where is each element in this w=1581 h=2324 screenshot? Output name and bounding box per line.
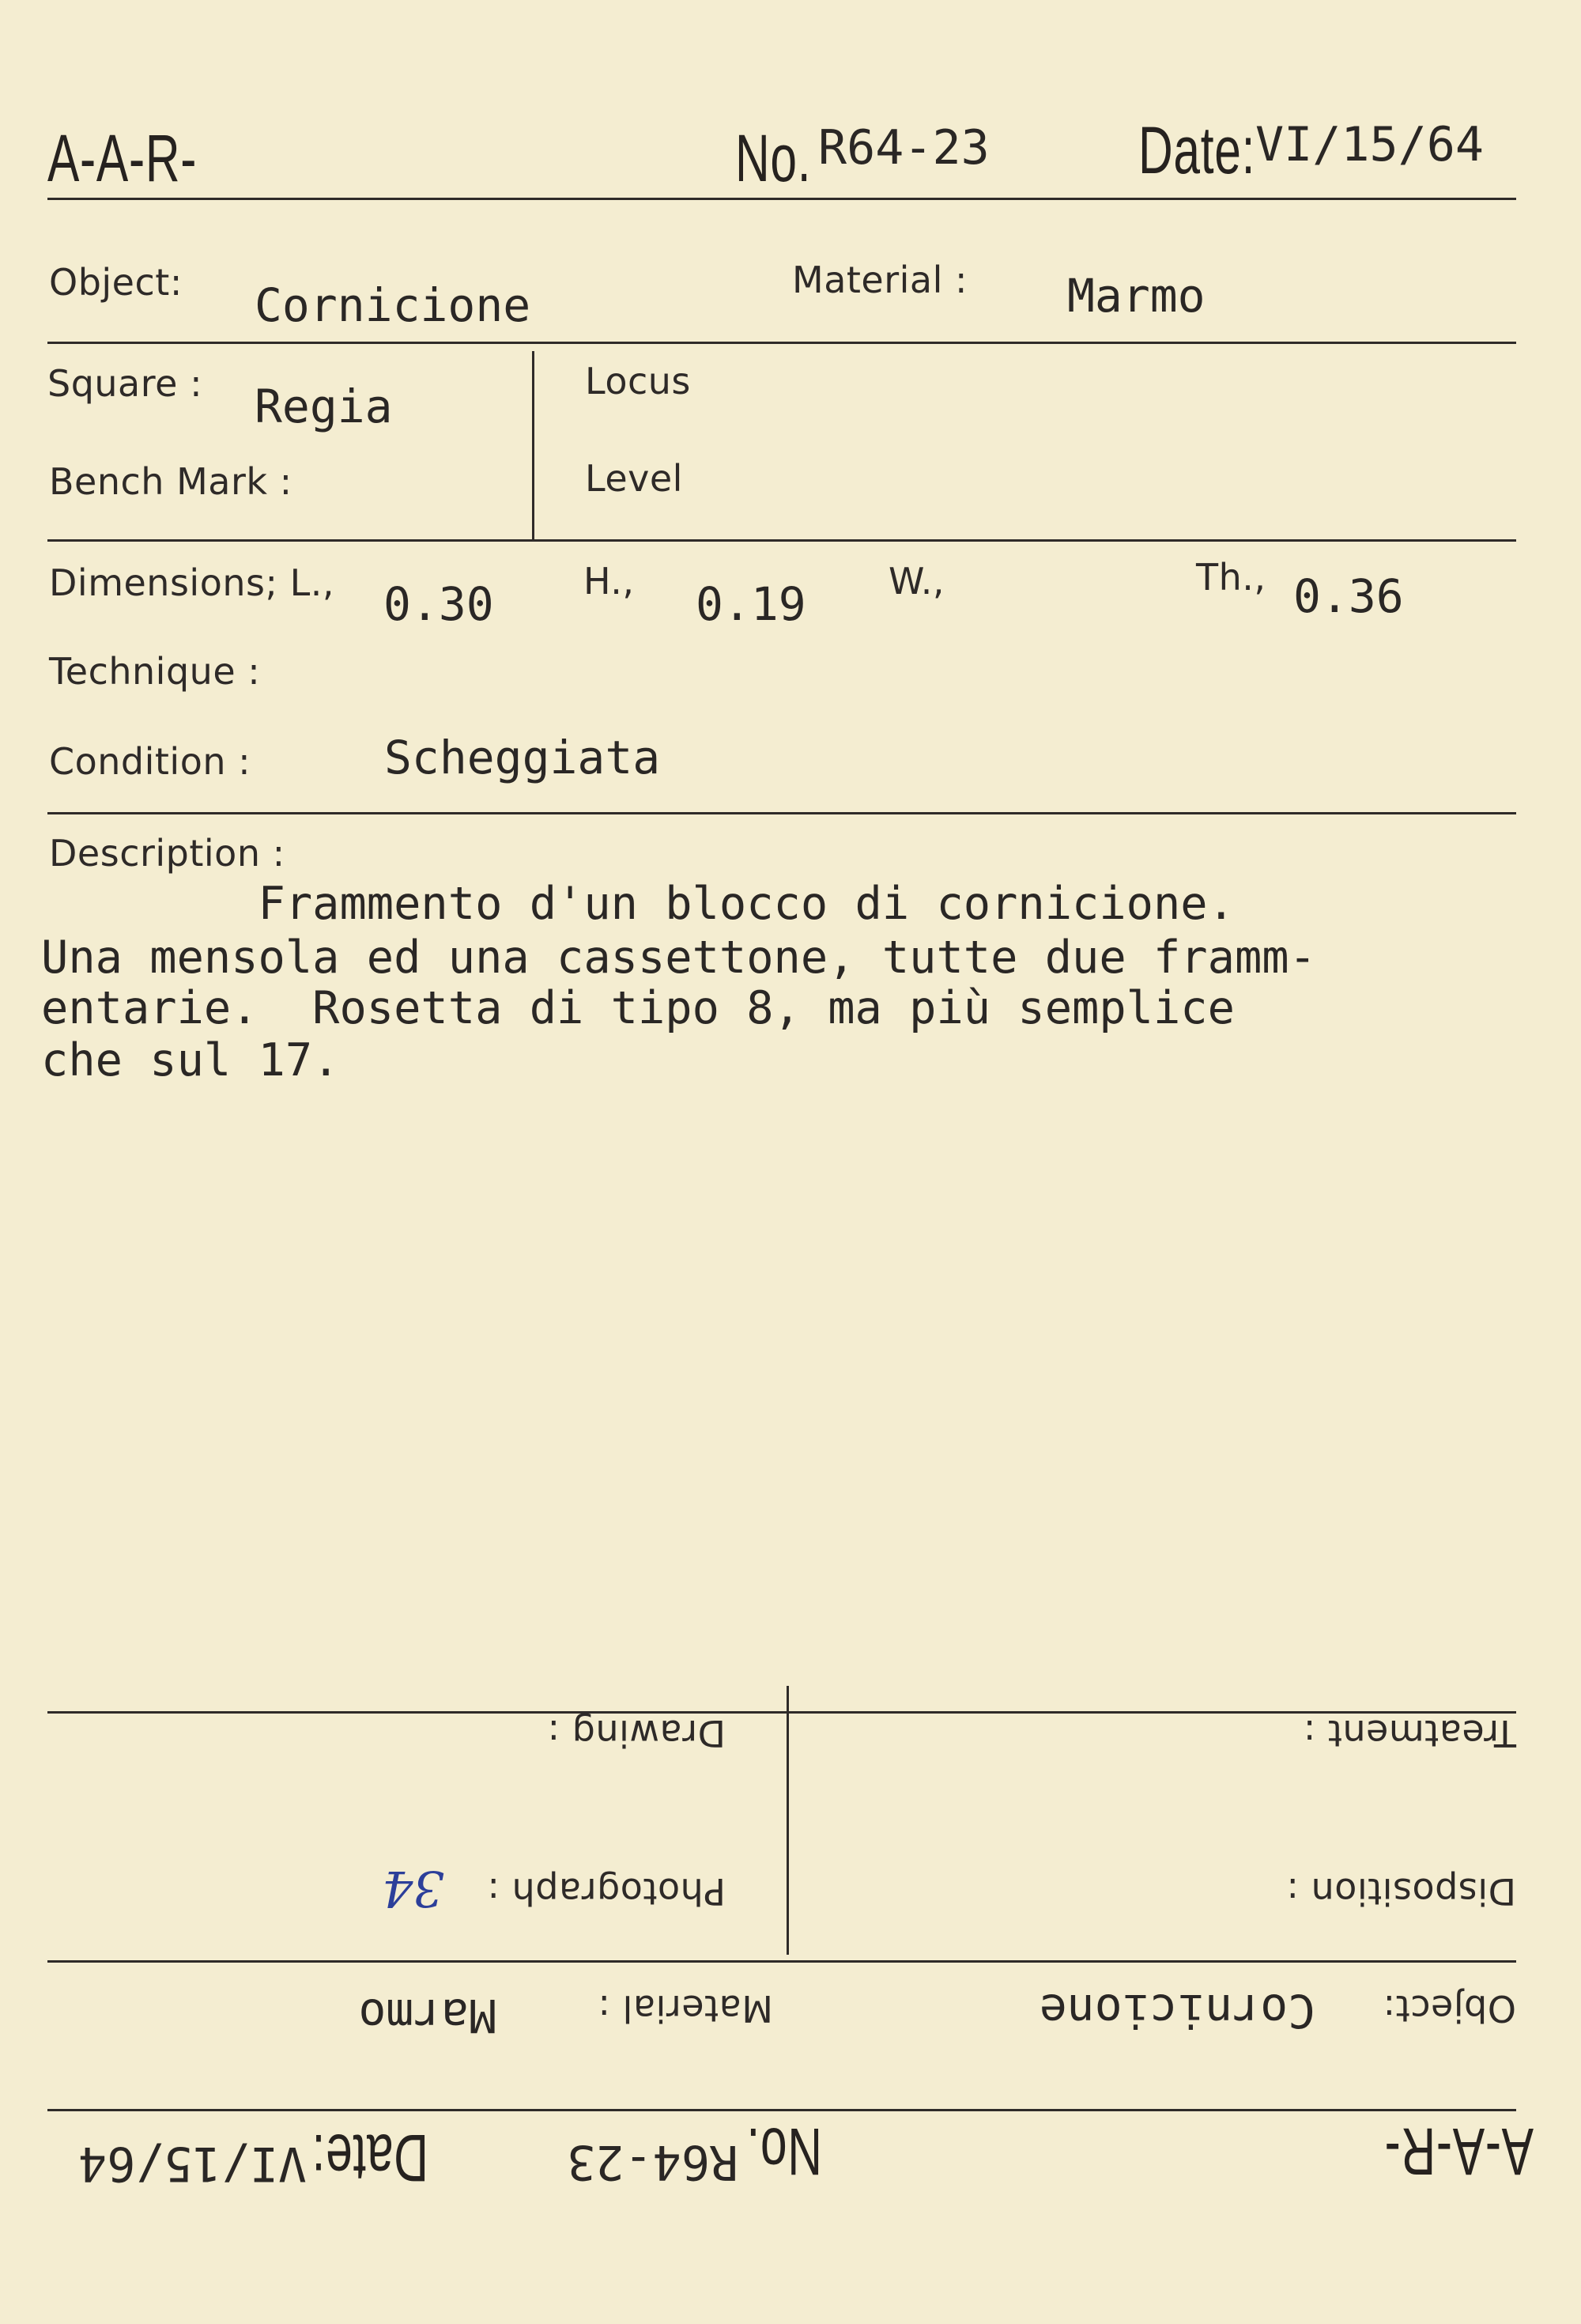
org-code: A-A-R- (47, 121, 198, 195)
photograph-number: 34 (382, 1860, 444, 1918)
stub-material-value: Marmo (358, 1989, 496, 2042)
drawing-label: Drawing : (547, 1712, 726, 1755)
condition-value: Scheggiata (384, 731, 661, 784)
square-divider (47, 539, 1516, 542)
condition-divider (47, 812, 1516, 814)
stub-header-divider (47, 2109, 1516, 2111)
stub-object-divider (47, 1960, 1516, 1963)
stub-object-label: Object: (1383, 1987, 1516, 2030)
width-label: W., (889, 560, 945, 603)
stub-number-value: R64-23 (567, 2134, 738, 2190)
disposition-label: Disposition : (1286, 1870, 1516, 1913)
square-locus-divider (532, 351, 534, 539)
stub-material-label: Material : (598, 1987, 773, 2030)
stub-object-value: Cornicione (1039, 1984, 1315, 2038)
length-value: 0.30 (383, 577, 494, 631)
locus-label: Locus (585, 360, 691, 402)
thickness-value: 0.36 (1293, 569, 1404, 623)
object-value: Cornicione (255, 278, 531, 332)
material-label: Material : (792, 259, 968, 301)
level-label: Level (585, 457, 683, 500)
object-divider (47, 342, 1516, 344)
stub-number-label: No. (745, 2114, 822, 2189)
height-value: 0.19 (696, 577, 806, 631)
square-label: Square : (47, 362, 203, 405)
number-value: R64-23 (818, 120, 990, 176)
detachable-stub (0, 1692, 1581, 2324)
stub-date-value: VI/15/64 (78, 2136, 307, 2191)
date-label: Date: (1138, 113, 1256, 187)
description-line: che sul 17. (41, 1034, 340, 1086)
height-label: H., (583, 560, 635, 603)
dimensions-label: Dimensions; L., (49, 561, 334, 604)
bench-mark-label: Bench Mark : (49, 460, 292, 503)
stub-org-code: A-A-R- (1383, 2114, 1534, 2189)
treatment-label: Treatment : (1303, 1712, 1516, 1755)
date-value: VI/15/64 (1255, 117, 1484, 172)
square-value: Regia (255, 380, 393, 433)
material-value: Marmo (1067, 269, 1206, 323)
stub-date-label: Date: (311, 2121, 428, 2195)
description-line: entarie. Rosetta di tipo 8, ma più semplice (41, 982, 1235, 1034)
thickness-label: Th., (1196, 556, 1266, 599)
header-divider (47, 198, 1516, 200)
description-label: Description : (49, 832, 285, 875)
description-line: Una mensola ed una cassettone, tutte due framm- (41, 931, 1316, 984)
number-label: No. (735, 121, 812, 195)
stub-column-divider (787, 1686, 789, 1955)
object-label: Object: (49, 261, 183, 304)
technique-label: Technique : (49, 650, 261, 693)
condition-label: Condition : (49, 740, 251, 783)
photograph-label: Photograph : (487, 1870, 726, 1913)
description-line: Frammento d'un blocco di cornicione. (41, 878, 1235, 930)
